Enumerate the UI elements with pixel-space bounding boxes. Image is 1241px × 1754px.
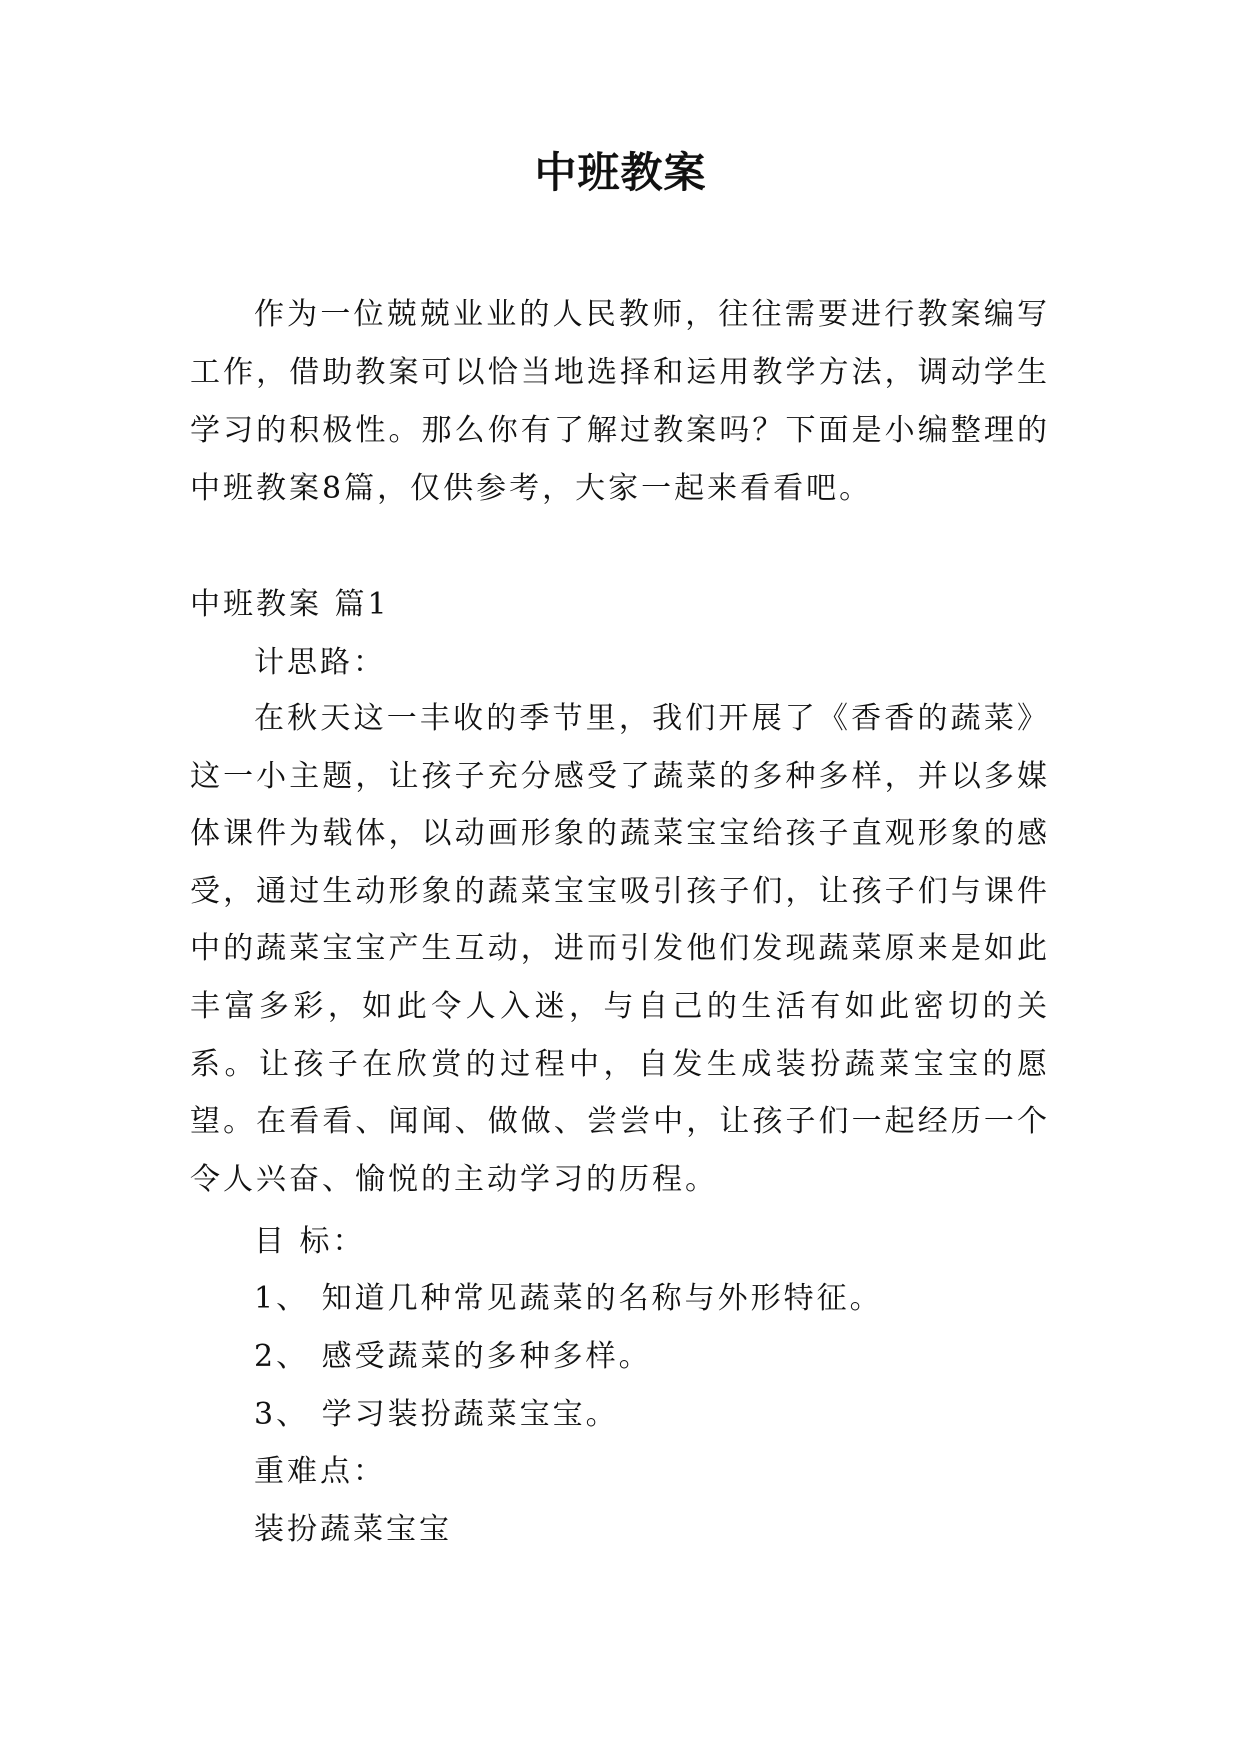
key-points-text: 装扮蔬菜宝宝	[254, 1512, 452, 1547]
goal-item: 3、 学习装扮蔬菜宝宝。	[254, 1397, 619, 1432]
intro-paragraph: 作为一位兢兢业业的人民教师，往往需要进行教案编写工作，借助教案可以恰当地选择和运用教学方法，调动学生学习的积极性。那么你有了解过教案吗？下面是小编整理的中班教案8篇，仅供参考，大家一起来看看吧。	[190, 297, 1050, 506]
goal-item: 2、 感受蔬菜的多种多样。	[254, 1339, 652, 1374]
section-heading: 中班教案 篇1	[190, 587, 390, 622]
goals-label: 目 标：	[254, 1224, 366, 1259]
goal-item: 1、 知道几种常见蔬菜的名称与外形特征。	[254, 1281, 883, 1316]
key-points-label: 重难点：	[254, 1454, 386, 1489]
design-paragraph: 在秋天这一丰收的季节里，我们开展了《香香的蔬菜》这一小主题，让孩子充分感受了蔬菜的多种多样，并以多媒体课件为载体，以动画形象的蔬菜宝宝给孩子直观形象的感受，通过生动形象的蔬菜宝宝吸引孩子们，让孩子们与课件中的蔬菜宝宝产生互动，进而引发他们发现蔬菜原来是如此丰富多彩，如此令人入迷，与自己的生活有如此密切的关系。让孩子在欣赏的过程中，自发生成装扮蔬菜宝宝的愿望。在看看、闻闻、做做、尝尝中，让孩子们一起经历一个令人兴奋、愉悦的主动学习的历程。	[190, 701, 1050, 1197]
document-title: 中班教案	[534, 148, 707, 197]
design-label: 计思路：	[254, 645, 386, 680]
